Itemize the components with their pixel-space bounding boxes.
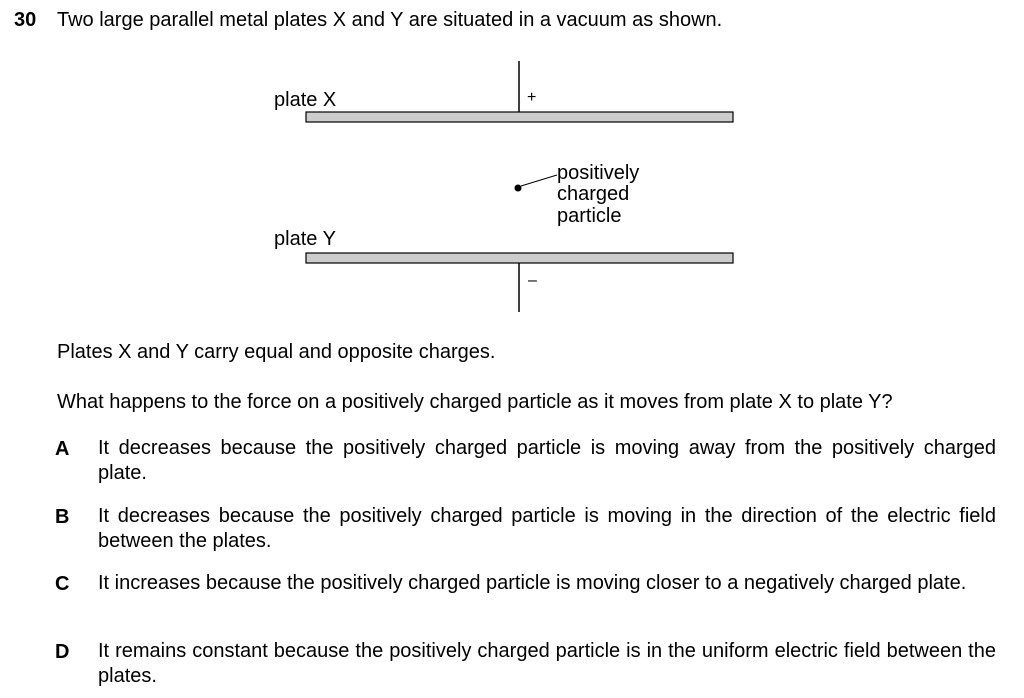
plate-y xyxy=(306,253,733,263)
question-number: 30 xyxy=(14,9,37,31)
question-prompt: What happens to the force on a positively charged particle as it moves from plate X to plate Y? xyxy=(57,391,893,413)
statement-text: Plates X and Y carry equal and opposite charges. xyxy=(57,341,496,363)
option-d-letter: D xyxy=(55,641,70,663)
option-b-text: It decreases because the positively charged particle is moving in the direction of the electric field between the plates. xyxy=(98,505,996,552)
question-stem: Two large parallel metal plates X and Y are situated in a vacuum as shown. xyxy=(57,9,723,31)
option-a-letter: A xyxy=(55,438,70,460)
particle-leader-line xyxy=(521,175,557,186)
option-b-letter: B xyxy=(55,506,70,528)
option-c-text: It increases because the positively charged particle is moving closer to a negatively charged plate. xyxy=(98,572,967,594)
particle-label-line-1: positively xyxy=(557,162,640,184)
particle-label-line-2: charged xyxy=(557,183,630,205)
minus-sign: – xyxy=(528,272,537,289)
particle-label-line-3: particle xyxy=(557,205,622,227)
plate-x-label: plate X xyxy=(274,89,337,111)
option-a-text: It decreases because the positively charged particle is moving away from the positively charged plate. xyxy=(98,437,996,484)
positively-charged-particle xyxy=(515,185,522,192)
plate-x xyxy=(306,112,733,122)
plate-y-label: plate Y xyxy=(274,228,336,250)
plus-sign: + xyxy=(527,89,537,106)
option-c-letter: C xyxy=(55,573,70,595)
option-d-text: It remains constant because the positively charged particle is in the uniform electric field between the plates. xyxy=(98,640,996,687)
